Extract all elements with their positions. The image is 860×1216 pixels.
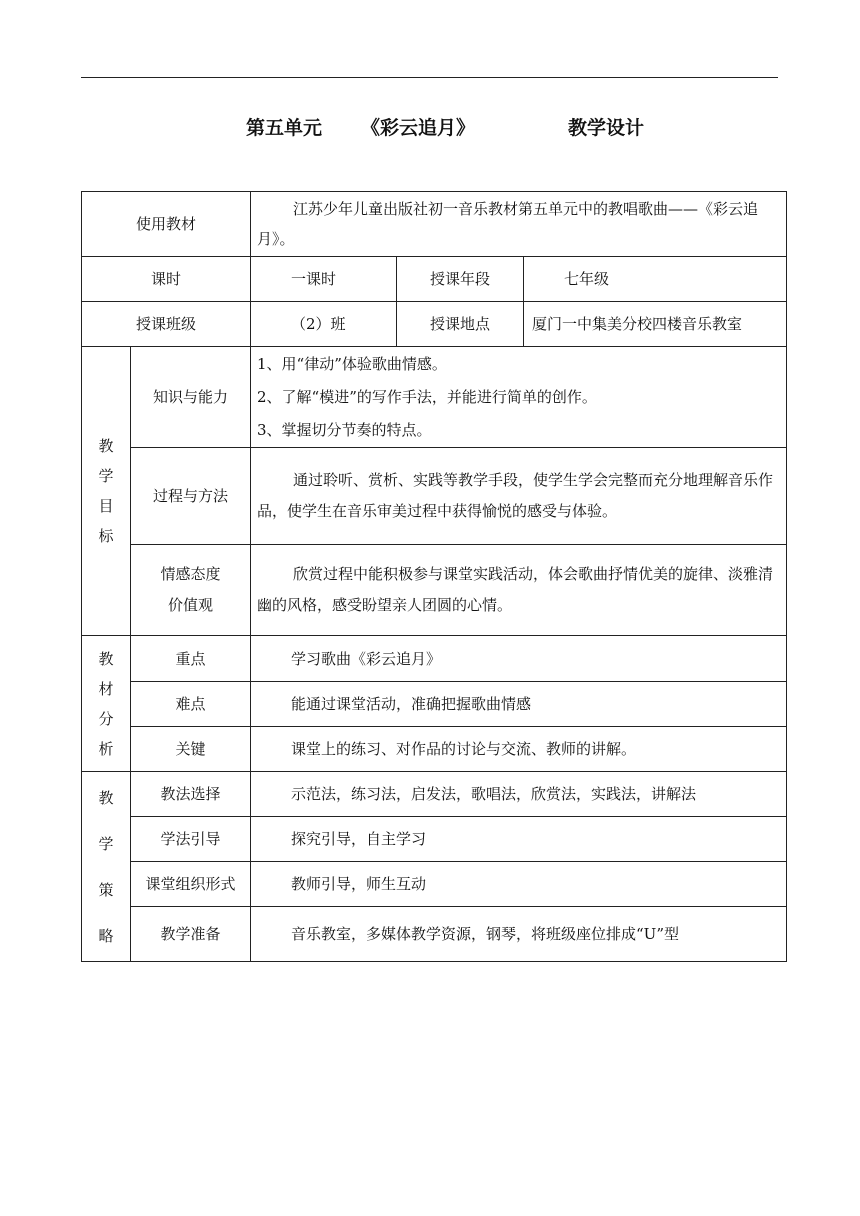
crux-row [82, 727, 787, 772]
material-value: 江苏少年儿童出版社初一音乐教材第五单元中的教唱歌曲——《彩云追月》。 [251, 192, 787, 257]
title-doc: 教学设计 [568, 117, 645, 139]
knowledge-item: 2、了解“模进”的写作手法，并能进行简单的创作。 [257, 387, 597, 406]
key-point-row [82, 636, 787, 682]
key-point-value: 学习歌曲《彩云追月》 [251, 636, 787, 682]
difficulty-row [82, 682, 787, 727]
method-value: 示范法，练习法，启发法，歌唱法，欣赏法，实践法，讲解法 [251, 772, 787, 817]
process-value: 通过聆听、赏析、实践等教学手段，使学生学会完整而充分地理解音乐作品，使学生在音乐审美过程中获得愉悦的感受与体验。 [251, 448, 787, 545]
organization-value: 教师引导，师生互动 [251, 862, 787, 907]
location-label: 授课地点 [397, 302, 524, 347]
strategy-group-label: 教 学 策 略 [82, 772, 131, 962]
preparation-row [82, 907, 787, 962]
knowledge-item: 1、用“律动”体验歌曲情感。 [257, 354, 447, 373]
knowledge-list [251, 347, 787, 448]
hours-label: 课时 [82, 257, 251, 302]
knowledge-row [82, 347, 787, 448]
guidance-value: 探究引导，自主学习 [251, 817, 787, 862]
class-label: 授课班级 [82, 302, 251, 347]
knowledge-item: 3、掌握切分节奏的特点。 [257, 420, 432, 439]
emotion-value: 欣赏过程中能积极参与课堂实践活动，体会歌曲抒情优美的旋律、淡雅清幽的风格，感受盼望亲人团圆的心情。 [251, 545, 787, 636]
lesson-plan-table [81, 191, 787, 962]
process-label: 过程与方法 [131, 448, 251, 545]
difficulty-label: 难点 [131, 682, 251, 727]
analysis-group-label: 教 材 分 析 [82, 636, 131, 772]
material-label: 使用教材 [82, 192, 251, 257]
preparation-value: 音乐教室，多媒体教学资源，钢琴，将班级座位排成“U”型 [251, 907, 787, 962]
guidance-label: 学法引导 [131, 817, 251, 862]
key-point-label: 重点 [131, 636, 251, 682]
grade-value: 七年级 [524, 257, 787, 302]
preparation-label: 教学准备 [131, 907, 251, 962]
emotion-label: 情感态度 价值观 [131, 545, 251, 636]
method-row [82, 772, 787, 817]
crux-label: 关键 [131, 727, 251, 772]
header-rule [81, 77, 778, 78]
hours-row [82, 257, 787, 302]
emotion-row [82, 545, 787, 636]
method-label: 教法选择 [131, 772, 251, 817]
class-row [82, 302, 787, 347]
guidance-row [82, 817, 787, 862]
page-title [0, 113, 860, 143]
organization-label: 课堂组织形式 [131, 862, 251, 907]
knowledge-label: 知识与能力 [131, 347, 251, 448]
hours-value: 一课时 [251, 257, 397, 302]
difficulty-value: 能通过课堂活动，准确把握歌曲情感 [251, 682, 787, 727]
organization-row [82, 862, 787, 907]
location-value: 厦门一中集美分校四楼音乐教室 [524, 302, 787, 347]
class-value: （2）班 [251, 302, 397, 347]
title-unit: 第五单元 [246, 117, 323, 139]
title-song: 《彩云追月》 [361, 117, 476, 139]
material-row [82, 192, 787, 257]
grade-label: 授课年段 [397, 257, 524, 302]
objectives-group-label: 教 学 目 标 [82, 347, 131, 636]
process-row [82, 448, 787, 545]
crux-value: 课堂上的练习、对作品的讨论与交流、教师的讲解。 [251, 727, 787, 772]
